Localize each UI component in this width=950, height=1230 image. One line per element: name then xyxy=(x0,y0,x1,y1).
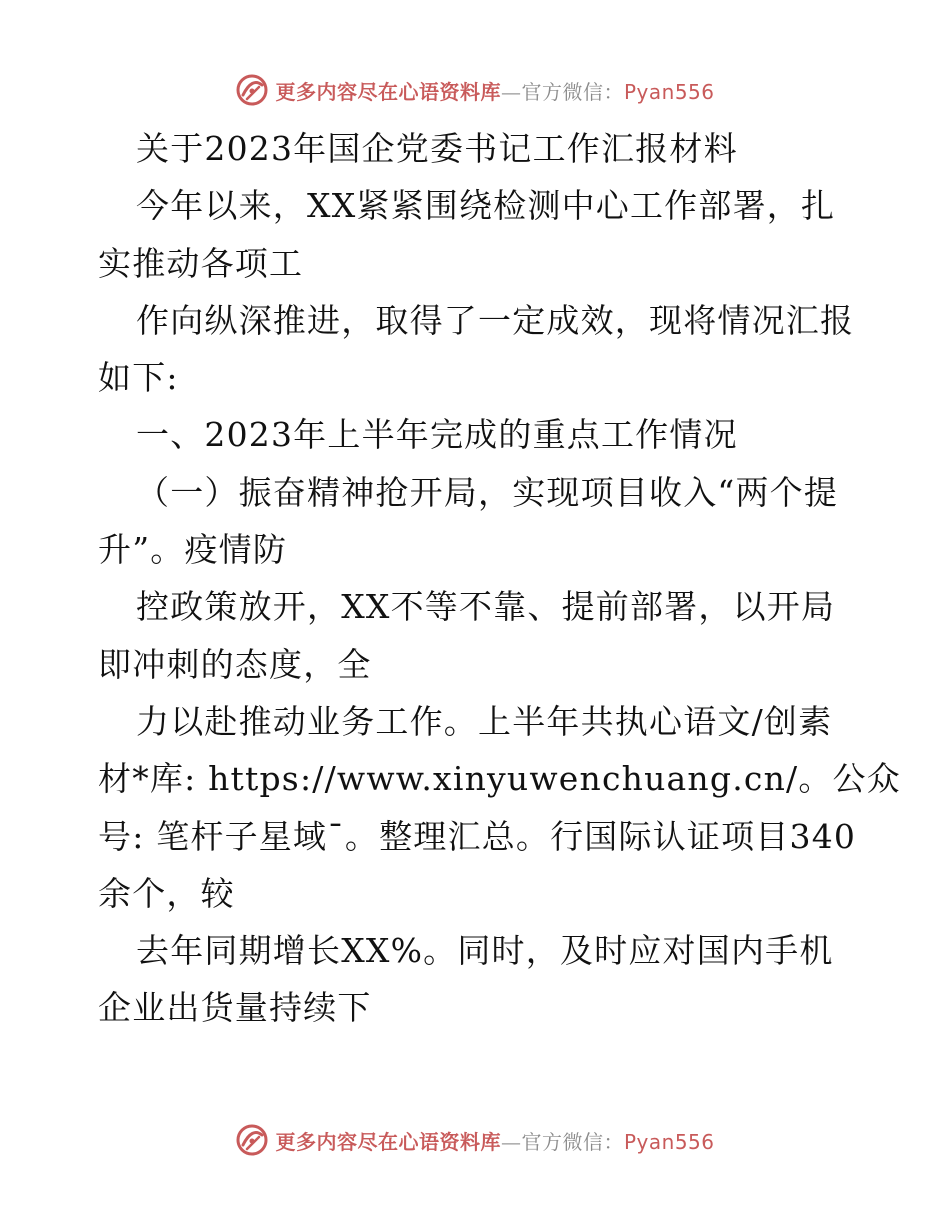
watermark-text xyxy=(275,1126,714,1155)
text-line: 实推动各项工 xyxy=(98,243,304,283)
text-line: 余个，较 xyxy=(98,873,235,913)
document-body xyxy=(98,120,901,1037)
text-line: 材*库: https://www.xinyuwenchuang.cn/。公众 xyxy=(98,759,901,799)
footer-watermark xyxy=(0,1120,950,1160)
text-line: 如下: xyxy=(98,358,179,398)
watermark-dash: — xyxy=(500,1129,522,1154)
watermark-row xyxy=(235,1123,714,1157)
watermark-label: 官方微信： xyxy=(521,79,624,104)
text-line: 去年同期增长XX%。同时，及时应对国内手机 xyxy=(136,931,834,971)
brand-logo-icon xyxy=(235,1123,269,1157)
text-line: 今年以来，XX紧紧围绕检测中心工作部署，扎 xyxy=(136,186,836,226)
watermark-id: Pyan556 xyxy=(623,79,715,104)
watermark-text xyxy=(275,76,714,105)
text-line: 升”。疫情防 xyxy=(98,530,288,570)
watermark-id: Pyan556 xyxy=(623,1129,715,1154)
text-line: 号: 笔杆子星域¯。整理汇总。行国际认证项目340 xyxy=(98,816,857,856)
watermark-row xyxy=(235,73,714,107)
text-line: （一）振奋精神抢开局，实现项目收入“两个提 xyxy=(136,472,839,512)
watermark-dash: — xyxy=(500,79,522,104)
watermark-main: 更多内容尽在心语资料库 xyxy=(275,1129,501,1154)
text-line: 控政策放开，XX不等不靠、提前部署，以开局 xyxy=(136,587,836,627)
brand-logo-icon xyxy=(235,73,269,107)
watermark-label: 官方微信： xyxy=(521,1129,624,1154)
text-line: 关于2023年国企党委书记工作汇报材料 xyxy=(136,129,738,168)
text-line: 企业出货量持续下 xyxy=(98,988,372,1028)
text-line: 作向纵深推进，取得了一定成效，现将情况汇报 xyxy=(136,300,855,340)
text-line: 即冲刺的态度，全 xyxy=(98,644,372,684)
text-line: 一、2023年上半年完成的重点工作情况 xyxy=(136,415,738,455)
watermark-main: 更多内容尽在心语资料库 xyxy=(275,79,501,104)
header-watermark xyxy=(0,70,950,110)
text-line: 力以赴推动业务工作。上半年共执心语文/创素 xyxy=(136,701,833,741)
